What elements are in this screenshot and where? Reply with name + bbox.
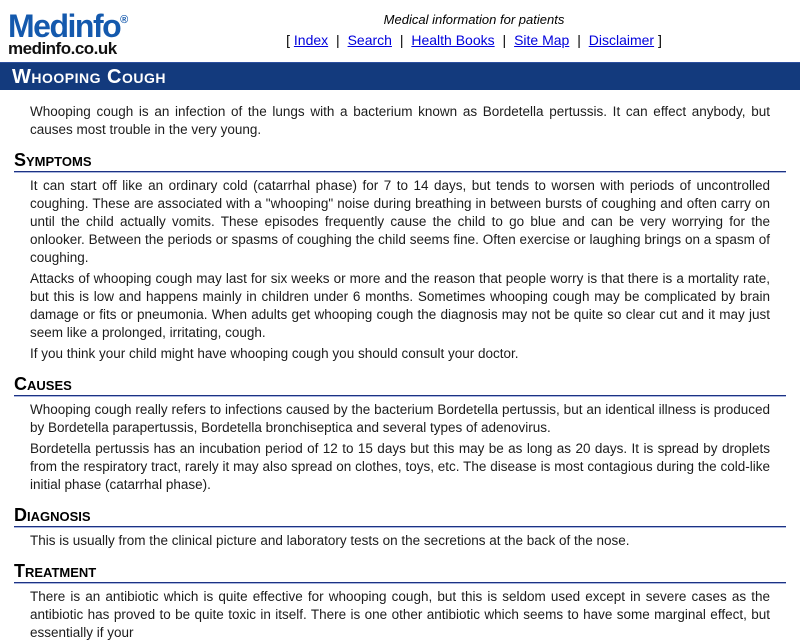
paragraph: If you think your child might have whooping cough you should consult your doctor. [30, 346, 519, 361]
nav-link-health-books[interactable]: Health Books [411, 32, 495, 48]
logo-title [8, 5, 158, 44]
paragraph: Bordetella pertussis has an incubation period of 12 to 15 days but this may be as long as 20 days. It is spread by droplets from the respiratory tract, rarely it may also spread on clothes, toys, etc. The disease is most contagious during the cold-like initial phase (catarrhal phase). [30, 441, 770, 492]
nav-link-search[interactable]: Search [347, 32, 392, 48]
nav-link-disclaimer[interactable]: Disclaimer [588, 32, 655, 48]
site-tagline: Medical information for patients [383, 12, 565, 27]
header-center [158, 5, 790, 58]
paragraph: Whooping cough really refers to infections caused by the bacterium Bordetella pertussis, but an identical illness is produced by Bordetella parapertussis, Bordetella bronchiseptica and several types of adenovirus. [30, 402, 770, 435]
nav-separator: | [399, 32, 404, 48]
site-header [0, 0, 800, 60]
section-rule [14, 171, 786, 173]
logo-wordmark: Medinfo [8, 8, 121, 44]
paragraph: There is an antibiotic which is quite effective for whooping cough, but this is seldom used except in severe cases as the antibiotic has proved to be quite toxic in itself. There is one other antibiotic which seems to have some marginal effect, but essentially if your [30, 589, 770, 640]
section-rule [14, 395, 786, 397]
article-content [0, 103, 800, 642]
section-heading-symptoms: Symptoms [14, 150, 92, 170]
registered-trademark-icon: ® [120, 14, 129, 26]
paragraph: This is usually from the clinical picture and laboratory tests on the secretions at the back of the nose. [30, 533, 630, 548]
nav-close-bracket: ] [657, 32, 662, 48]
section-heading-causes: Causes [14, 374, 72, 394]
paragraph: Attacks of whooping cough may last for six weeks or more and the reason that people worry is that there is a mortality rate, but this is low and happens mainly in children under 6 months. Sometimes whooping cough may be complicated by brain damage or fits or pneumonia. When adults get whooping cough the diagnosis may not be quite so clear cut and it may just seem like a prolonged, irritating, cough. [30, 271, 770, 340]
section-rule [14, 582, 786, 584]
nav-separator: | [502, 32, 507, 48]
page-title-bar [0, 62, 800, 90]
logo-domain: medinfo.co.uk [8, 39, 117, 58]
intro-paragraph: Whooping cough is an infection of the lungs with a bacterium known as Bordetella pertussis. It can effect anybody, but causes most trouble in the very young. [30, 104, 770, 137]
medinfo-logo[interactable] [8, 5, 158, 58]
section-rule [14, 526, 786, 528]
nav-link-index[interactable]: Index [293, 32, 329, 48]
nav-open-bracket: [ [286, 32, 291, 48]
section-heading-treatment: Treatment [14, 561, 97, 581]
page-title: Whooping Cough [12, 65, 166, 88]
section-heading-diagnosis: Diagnosis [14, 505, 91, 525]
nav-separator: | [577, 32, 581, 48]
paragraph: It can start off like an ordinary cold (catarrhal phase) for 7 to 14 days, but tends to worsen with periods of uncontrolled coughing. These are associated with a "whooping" noise during breathing in between bursts of coughing and often carry on until the child actually vomits. These episodes frequently cause the child to go blue and can be very worrying for the onlooker. Between the periods or spasms of coughing the child seems fine. Often exercise or laughing brings on a spasm of coughing. [30, 178, 770, 265]
nav-link-site-map[interactable]: Site Map [514, 32, 570, 48]
main-nav [158, 32, 790, 48]
nav-separator: | [336, 32, 340, 48]
